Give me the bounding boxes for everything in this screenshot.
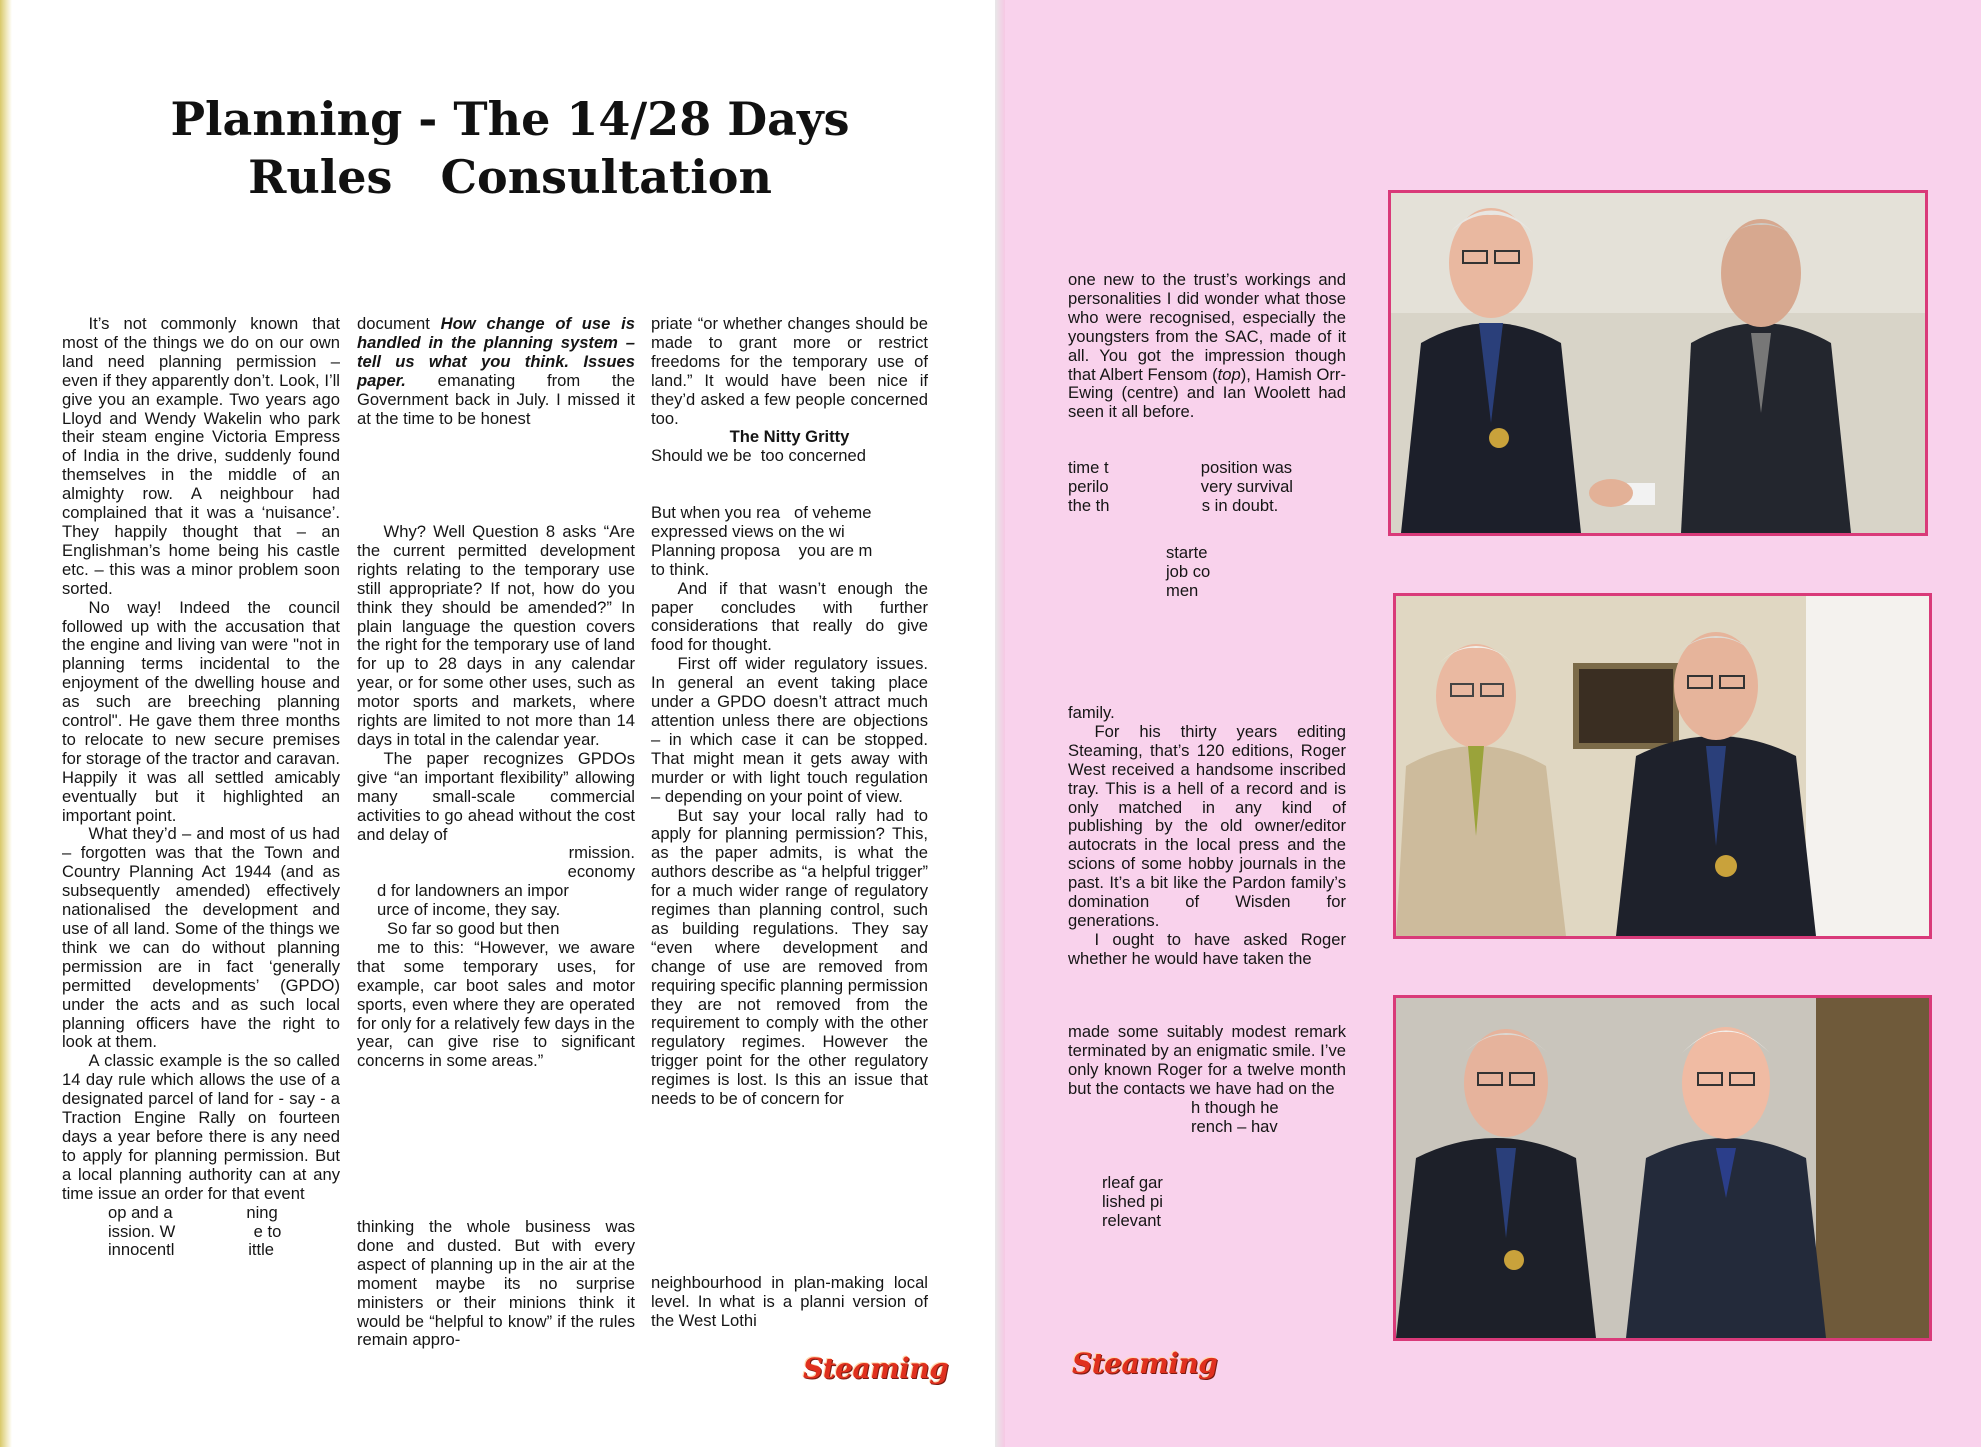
column-3-body [651,504,928,1109]
col1-paragraph-3: What they’d – and most of us had – forgotten was that the Town and Country Planning Act 1944 (and as subsequently amended) effectively nationalised the development and use of all land. Some of the things we think we can do without planning permission are in fact ‘generally permitted developments’ (GPDO) under the acts and as such local planning officers have the right to look at them. [62,824,340,1052]
photo-middle-image [1396,596,1929,936]
col1-paragraph-2: No way! Indeed the council followed up with the accusation that the engine and living van were "not in planning terms incidental to the enjoyment of the dwelling house and as such are breeching planning control". He gave them three months to relocate to new secure premises for storage of the tractor and caravan. Happily it was all settled amicably eventually but it highlighted an important point. [62,597,340,825]
column-3-top [651,315,928,466]
right-fragment-5: job co [1166,561,1211,581]
binding-edge [0,0,12,1447]
right-fragment-10: lished pi [1102,1192,1163,1212]
column-2-bottom [357,1218,635,1350]
col2-paragraph-3: The paper recognizes GPDOs give “an important flexibility” allowing many small-scale commercial activities to go ahead without the cost and delay of [357,748,635,844]
col1-fragment-3: innocentl ittle [108,1240,275,1260]
photo-middle [1393,593,1932,939]
column-3-bottom [651,1274,928,1331]
col2-paragraph-4: So far so good but then [387,919,560,939]
column-2-middle [357,523,635,1071]
col3-fragment-4: to think. [651,559,710,579]
right-paragraph-1: one new to the trust’s workings and personalities I did wonder what those who were recognised, especially the youngsters from the SAC, made of it all. You got the impression though that Albert Fensom (top), Hamish Orr-Ewing (centre) and Ian Woolett had seen it all before. [1068,270,1346,422]
right-paragraph-4: I ought to have asked Roger whether he would have taken the [1068,929,1346,968]
col3-fragment-2: expressed views on the wi [651,521,845,541]
col2-p1-start: document [357,314,441,333]
photo-bottom-image [1396,998,1929,1338]
photo-top [1388,190,1928,536]
col3-paragraph-4: First off wider regulatory issues. In general an event taking place under a GPDO doesn’t attract much attention unless there are objections – in which case it can be stopped. That might mean it gets away with murder or with light touch regulation – depending on your point of view. [651,654,928,806]
col3-paragraph-6: neighbourhood in plan-making local level. In what is a planni version of the West Lothi [651,1273,928,1330]
title-line-1: Planning - The 14/28 Days [170,92,850,146]
col2-paragraph-5: me to this: “However, we aware that some temporary uses, for example, car boot sales and motor sports, even where they are operated for only for a relatively few days in the year, can give rise to significant concerns in some areas.” [357,937,635,1071]
col2-p1-end: emanating from the Government back in July. I missed it at the time to be honest [357,370,635,428]
steaming-logo-left: Steaming [803,1352,949,1385]
right-fragment-2: perilo very survival [1068,476,1293,496]
col2-fragment-3: d for landowners an impor [377,881,569,901]
right-column-fragments [1068,459,1346,600]
right-fragment-4: starte [1166,542,1208,562]
steaming-logo-right: Steaming [1072,1347,1218,1380]
col3-paragraph-2: Should we be too concerned [651,446,866,466]
col3-fragment-3: Planning proposa you are m [651,540,873,560]
right-fragment-6: men [1166,580,1199,600]
right-paragraph-2: family. [1068,703,1115,722]
title-line-2: Rules Consultation [248,150,772,204]
col3-subheading: The Nitty Gritty [729,427,850,447]
col1-fragment-1: op and a ning [108,1202,278,1222]
right-fragment-1: time t position was [1068,458,1293,477]
col2-fragment-2: economy [567,862,635,882]
right-paragraph-5: made some suitably modest remark terminated by an enigmatic smile. I’ve only known Roger for a twelve month but the contacts we have had on the [1068,1022,1346,1098]
col3-paragraph-3: And if that wasn’t enough the paper concludes with further considerations that really do give food for thought. [651,578,928,655]
right-fragment-8: rench – hav [1191,1116,1278,1136]
col1-paragraph-1: It’s not commonly known that most of the things we do on our own land need planning permission – even if they apparently don’t. Look, I’ll give you an example. Two years ago Lloyd and Wendy Wakelin who park their steam engine Victoria Empress of India in the drive, suddenly found themselves in the middle of an almighty row. A neighbour had complained that it was a ‘nuisance’. They happily thought that – an Englishman’s home being his castle etc. – this was a minor problem soon sorted. [62,314,340,598]
col1-paragraph-4: A classic example is the so called 14 day rule which allows the use of a designated parcel of land for - say - a Traction Engine Rally on fourteen days a year before there is any need to apply for planning permission. But a local planning authority can at any time issue an order for that event [62,1051,340,1203]
right-fragment-11: relevant [1102,1211,1162,1231]
right-column-middle [1068,704,1346,969]
col2-fragment-4: urce of income, they say. [377,900,561,920]
col2-fragment-1: rmission. [568,843,635,863]
column-2-top [357,315,635,428]
right-fragment-3: the th s in doubt. [1068,495,1279,515]
col3-fragment-1: But when you rea of veheme [651,503,872,522]
right-paragraph-3: For his thirty years editing Steaming, that’s 120 editions, Roger West received a handsome inscribed tray. This is a hell of a record and is only matched in any kind of publishing by the old owner/editor autocrats in the local press and the scions of some hobby journals in the past. It’s a bit like the Pardon family’s domination of Wisden for generations. [1068,721,1346,930]
right-column-bottom [1068,1023,1346,1231]
column-1 [62,315,340,1260]
article-title [130,90,890,206]
col2-paper-title: How change of use is handled in the planning system – tell us what you think. Issues paper. [357,314,635,390]
right-italic-top: top [1217,364,1241,384]
right-fragment-9: rleaf gar [1102,1173,1163,1193]
right-fragment-7: h though he [1191,1097,1279,1117]
photo-top-image [1391,193,1925,533]
page-gutter [995,0,1005,1447]
col2-paragraph-6: thinking the whole business was done and dusted. But with every aspect of planning up in the air at the moment maybe its no surprise ministers or their minions think it would be “helpful to know” if the rules remain appro- [357,1217,635,1350]
right-column-top [1068,271,1346,422]
col2-paragraph-2: Why? Well Question 8 asks “Are the current permitted development rights relating to the temporary use still appropriate? If not, how do you think they should be amended?” In plain language the question covers the right for the temporary use of land for up to 28 days in any calendar year, or for some other uses, such as motor sports and markets, where rights are limited to not more than 14 days in total in the calendar year. [357,522,635,749]
col2-paragraph-1 [357,315,635,428]
photo-bottom [1393,995,1932,1341]
col3-paragraph-5: But say your local rally had to apply for planning permission? This, as the paper admits, is what the authors describe as “a helpful trigger” for a much wider range of regulatory regimes than planning control, such as building regulations. They say “even where development and change of use are removed from requiring specific planning permission they are not removed from the requirement to comply with the other regulatory regimes. However the trigger point for the other regulatory regimes is lost. Is this an issue that needs to be of concern for [651,805,928,1109]
col3-paragraph-1: priate “or whether changes should be made to grant more or restrict freedoms for the temporary use of land.” It would have been nice if they’d asked a few people concerned too. [651,314,928,428]
col1-fragment-2: ission. W e to [108,1221,282,1241]
